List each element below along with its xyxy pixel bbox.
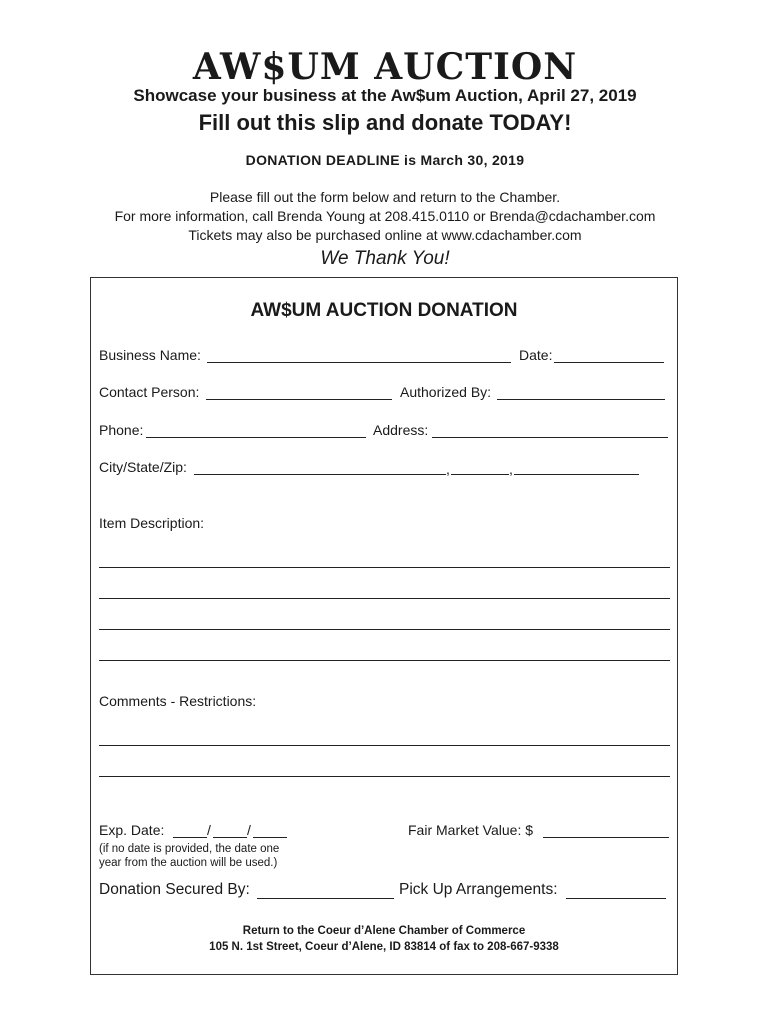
exp-day-field[interactable] bbox=[213, 837, 247, 838]
fair-market-value-field[interactable] bbox=[543, 837, 669, 838]
fair-market-value-label: Fair Market Value: $ bbox=[408, 822, 534, 838]
deadline-text: DONATION DEADLINE is March 30, 2019 bbox=[245, 152, 525, 168]
exp-month-field[interactable] bbox=[173, 837, 207, 838]
business-name-label: Business Name: bbox=[99, 347, 201, 363]
authorized-by-label: Authorized By: bbox=[400, 384, 492, 400]
date-label: Date: bbox=[519, 347, 553, 363]
city-field[interactable] bbox=[194, 474, 446, 475]
info-line-1: Please fill out the form below and return to the Chamber. bbox=[209, 189, 561, 205]
exp-note-line-1: (if no date is provided, the date one bbox=[99, 843, 280, 855]
exp-year-field[interactable] bbox=[253, 837, 287, 838]
item-description-line-1[interactable] bbox=[99, 567, 670, 568]
contact-person-field[interactable] bbox=[206, 399, 392, 400]
comments-line-1[interactable] bbox=[99, 745, 670, 746]
date-field[interactable] bbox=[554, 362, 664, 363]
exp-date-slash-2: / bbox=[247, 822, 251, 838]
comma-2: , bbox=[509, 461, 513, 477]
contact-person-label: Contact Person: bbox=[99, 384, 200, 400]
item-description-line-4[interactable] bbox=[99, 660, 670, 661]
call-to-action: Fill out this slip and donate TODAY! bbox=[198, 110, 572, 135]
pick-up-arrangements-label: Pick Up Arrangements: bbox=[399, 881, 558, 898]
zip-field[interactable] bbox=[514, 474, 639, 475]
comma-1: , bbox=[446, 461, 450, 477]
city-state-zip-label: City/State/Zip: bbox=[99, 459, 187, 475]
item-description-line-3[interactable] bbox=[99, 629, 670, 630]
item-description-label: Item Description: bbox=[99, 515, 205, 531]
business-name-field[interactable] bbox=[207, 362, 511, 363]
exp-date-note bbox=[99, 842, 279, 870]
form-title: AW$UM AUCTION DONATION bbox=[250, 300, 518, 321]
info-line-2: For more information, call Brenda Young at 208.415.0110 or Brenda@cdachamber.com bbox=[114, 208, 656, 224]
pick-up-arrangements-field[interactable] bbox=[566, 898, 666, 899]
exp-date-label: Exp. Date: bbox=[99, 822, 165, 838]
address-field[interactable] bbox=[432, 437, 668, 438]
exp-note-line-2: year from the auction will be used.) bbox=[99, 857, 278, 869]
info-line-3: Tickets may also be purchased online at www.cdachamber.com bbox=[188, 227, 582, 243]
subtitle: Showcase your business at the Aw$um Auction, April 27, 2019 bbox=[133, 86, 637, 105]
state-field[interactable] bbox=[451, 474, 509, 475]
donation-secured-by-label: Donation Secured By: bbox=[99, 881, 250, 898]
footer-line-2: 105 N. 1st Street, Coeur d’Alene, ID 83814 of fax to 208-667-9338 bbox=[209, 941, 559, 953]
comments-line-2[interactable] bbox=[99, 776, 670, 777]
donation-form bbox=[90, 277, 678, 975]
comments-label: Comments - Restrictions: bbox=[99, 693, 257, 709]
phone-label: Phone: bbox=[99, 422, 144, 438]
footer-line-1: Return to the Coeur d’Alene Chamber of Commerce bbox=[242, 925, 526, 937]
page-title: AW$UM AUCTION bbox=[192, 46, 578, 88]
thank-you-text: We Thank You! bbox=[320, 248, 450, 269]
address-label: Address: bbox=[373, 422, 429, 438]
item-description-line-2[interactable] bbox=[99, 598, 670, 599]
phone-field[interactable] bbox=[146, 437, 366, 438]
donation-secured-by-field[interactable] bbox=[257, 898, 394, 899]
authorized-by-field[interactable] bbox=[497, 399, 665, 400]
exp-date-slash-1: / bbox=[207, 822, 211, 838]
